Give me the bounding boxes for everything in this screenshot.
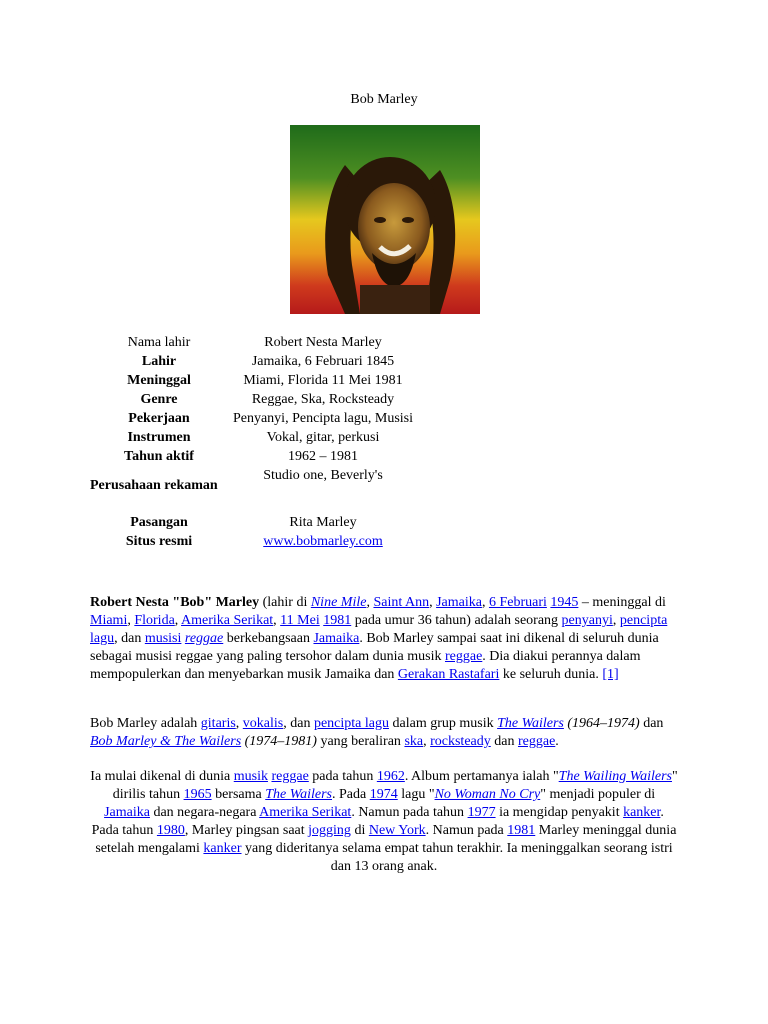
link[interactable]: Miami xyxy=(90,613,128,628)
infobox-row xyxy=(90,513,680,532)
text: dan negara-negara xyxy=(149,805,260,820)
link[interactable]: 1945 xyxy=(550,595,579,610)
text: di xyxy=(350,823,369,838)
link[interactable]: Amerika Serikat xyxy=(181,613,274,628)
paragraph-career xyxy=(90,768,678,876)
link[interactable]: 1962 xyxy=(376,769,405,784)
text: (lahir di xyxy=(259,595,311,610)
text: , dan xyxy=(283,716,314,731)
infobox-key: Genre xyxy=(140,392,178,407)
infobox-row xyxy=(90,447,680,466)
link[interactable]: musik xyxy=(233,769,268,784)
text: , dan xyxy=(114,631,145,646)
infobox-row xyxy=(90,390,680,409)
text: " menjadi populer di xyxy=(540,787,656,802)
paragraph-intro xyxy=(90,594,678,684)
link[interactable]: 11 Mei xyxy=(280,613,320,628)
text: Marley meninggal dunia setelah mengalami xyxy=(95,823,677,856)
link[interactable]: 1977 xyxy=(467,805,496,820)
link[interactable]: ska xyxy=(404,734,424,749)
infobox-key: Lahir xyxy=(141,354,177,369)
infobox-key: Nama lahir xyxy=(127,335,191,350)
link[interactable]: 1965 xyxy=(183,787,212,802)
link[interactable]: The Wailers xyxy=(265,787,333,802)
link[interactable]: jogging xyxy=(308,823,351,838)
infobox-row xyxy=(90,409,680,428)
text: – meninggal di xyxy=(578,595,666,610)
text: " dirilis tahun xyxy=(112,769,678,802)
link[interactable]: reggae xyxy=(517,734,556,749)
link[interactable]: 1981 xyxy=(323,613,352,628)
text: . Dia diakui perannya dalam mempopulerkan dan menyebarkan musik Jamaika dan xyxy=(90,649,641,682)
infobox-value: Rita Marley xyxy=(289,515,357,530)
infobox-table xyxy=(90,333,680,551)
link[interactable]: reggae xyxy=(444,649,483,664)
link[interactable]: vokalis xyxy=(242,716,284,731)
text: pada umur 36 tahun) adalah seorang xyxy=(351,613,562,628)
text: , Marley pingsan saat xyxy=(184,823,309,838)
infobox-key: Pasangan xyxy=(130,515,188,530)
link[interactable]: musisi xyxy=(144,631,182,646)
link[interactable]: Nine Mile xyxy=(310,595,367,610)
infobox-row xyxy=(90,532,680,551)
link[interactable]: kanker xyxy=(623,805,661,820)
link[interactable]: Gerakan Rastafari xyxy=(397,667,500,682)
text: Bob Marley adalah xyxy=(90,716,201,731)
paragraph-bands xyxy=(90,715,678,751)
infobox-value: Jamaika, 6 Februari 1845 xyxy=(251,354,395,369)
infobox-key: Tahun aktif xyxy=(124,449,194,464)
text: , xyxy=(481,595,489,610)
text: , xyxy=(174,613,182,628)
text: ke seluruh dunia. xyxy=(499,667,603,682)
link[interactable]: Jamaika xyxy=(313,631,360,646)
link[interactable]: rocksteady xyxy=(430,734,491,749)
page-title: Bob Marley xyxy=(350,92,418,107)
text: lagu " xyxy=(397,787,435,802)
text: bersama xyxy=(211,787,266,802)
text: pada tahun xyxy=(308,769,377,784)
link[interactable]: 1980 xyxy=(156,823,185,838)
text: dan xyxy=(639,716,664,731)
link[interactable]: 6 Februari xyxy=(488,595,547,610)
infobox-value: Miami, Florida 11 Mei 1981 xyxy=(243,373,403,388)
link[interactable]: Amerika Serikat xyxy=(259,805,352,820)
text: dalam grup musik xyxy=(389,716,498,731)
text: . Namun pada tahun xyxy=(351,805,468,820)
text: berkebangsaan xyxy=(223,631,314,646)
link[interactable]: 1981 xyxy=(507,823,536,838)
infobox-value: Penyanyi, Pencipta lagu, Musisi xyxy=(232,411,414,426)
infobox-value: Studio one, Beverly's xyxy=(263,468,383,483)
reference-link[interactable]: [1] xyxy=(602,667,619,682)
text: . Album pertamanya ialah " xyxy=(404,769,559,784)
infobox-key: Pekerjaan xyxy=(128,411,190,426)
link[interactable]: pencipta lagu xyxy=(313,716,389,731)
text: , xyxy=(423,734,431,749)
infobox-value: Vokal, gitar, perkusi xyxy=(266,430,380,445)
infobox-key: Situs resmi xyxy=(125,534,193,549)
infobox-row xyxy=(90,333,680,352)
infobox-row xyxy=(90,371,680,390)
official-site-link[interactable]: www.bobmarley.com xyxy=(263,534,383,549)
link[interactable]: Jamaika xyxy=(104,805,150,820)
text: , xyxy=(429,595,437,610)
text: (1964–1974) xyxy=(563,716,640,731)
link[interactable]: Jamaika xyxy=(436,595,482,610)
text: , xyxy=(235,716,243,731)
infobox-row xyxy=(90,428,680,447)
text: , xyxy=(366,595,374,610)
text: . Pada xyxy=(332,787,370,802)
link[interactable]: 1974 xyxy=(369,787,398,802)
infobox-value: 1962 – 1981 xyxy=(288,449,358,464)
portrait-image xyxy=(290,125,480,314)
link[interactable]: Bob Marley & The Wailers xyxy=(90,734,242,749)
infobox-row xyxy=(90,352,680,371)
link[interactable]: pencipta lagu xyxy=(90,613,668,646)
infobox-key: Perusahaan rekaman xyxy=(90,478,218,493)
bold-name: Robert Nesta "Bob" Marley xyxy=(90,595,260,610)
infobox-key: Meninggal xyxy=(127,373,191,388)
link[interactable]: The Wailers xyxy=(497,716,564,731)
text: yang beraliran xyxy=(316,734,405,749)
text: , xyxy=(612,613,620,628)
link[interactable]: reggae xyxy=(271,769,309,784)
text: . Pada tahun xyxy=(91,805,664,838)
text: , xyxy=(273,613,281,628)
text: dan xyxy=(490,734,518,749)
link[interactable]: Florida xyxy=(134,613,175,628)
link[interactable]: kanker xyxy=(203,841,242,856)
text: . xyxy=(555,734,559,749)
link[interactable]: reggae xyxy=(184,631,224,646)
text: . Bob Marley sampai saat ini dikenal di seluruh dunia sebagai musisi reggae yang paling tersohor dalam dunia musik xyxy=(90,631,659,664)
link[interactable]: gitaris xyxy=(200,716,236,731)
link[interactable]: Saint Ann xyxy=(373,595,430,610)
text: . Namun pada xyxy=(425,823,508,838)
infobox-row xyxy=(90,466,680,495)
link[interactable]: penyanyi xyxy=(561,613,613,628)
link[interactable]: New York xyxy=(368,823,426,838)
text: , xyxy=(127,613,135,628)
infobox-key: Instrumen xyxy=(127,430,191,445)
text: yang dideritanya selama empat tahun terakhir. Ia meninggalkan seorang istri dan 13 orang anak. xyxy=(241,841,673,874)
text: Ia mulai dikenal di dunia xyxy=(90,769,234,784)
link[interactable]: No Woman No Cry xyxy=(434,787,541,802)
text: (1974–1981) xyxy=(241,734,317,749)
infobox-value: Robert Nesta Marley xyxy=(264,335,382,350)
link[interactable]: The Wailing Wailers xyxy=(558,769,672,784)
infobox-value: Reggae, Ska, Rocksteady xyxy=(251,392,395,407)
text: ia mengidap penyakit xyxy=(495,805,624,820)
